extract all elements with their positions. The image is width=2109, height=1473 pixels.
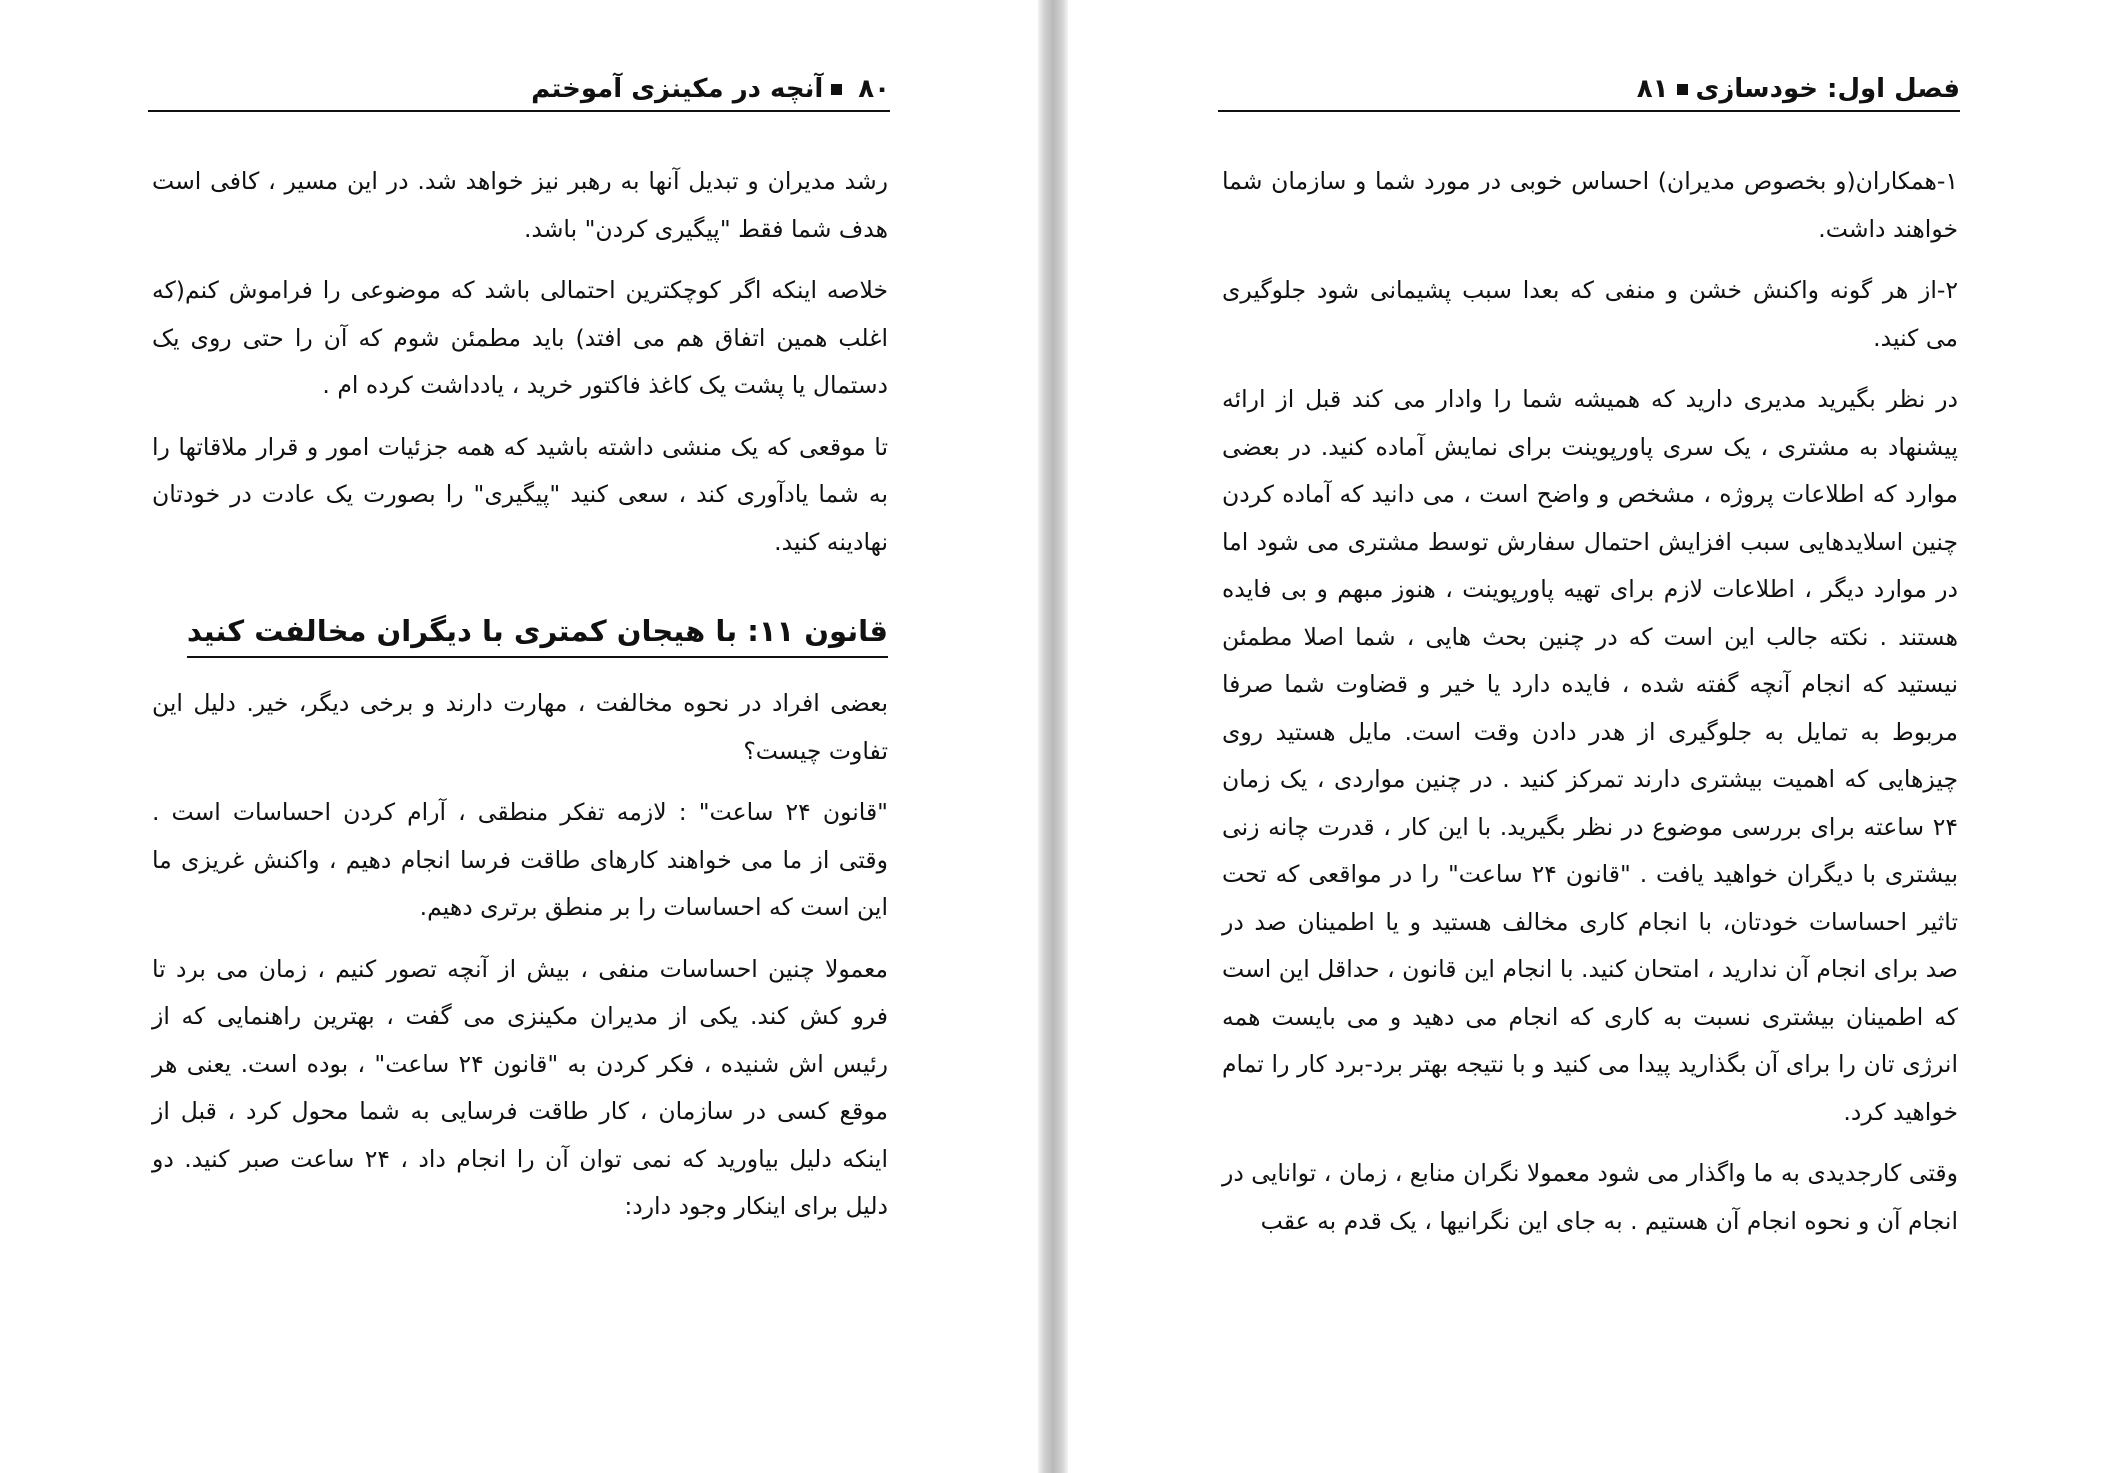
paragraph: خلاصه اینکه اگر کوچکترین احتمالی باشد که موضوعی را فراموش کنم(که اغلب همین اتفاق هم می افتد) باید مطمئن شوم که آن را حتی روی یک دستمال یا پشت یک کاغذ فاکتور خرید ، یادداشت کرده ام . (152, 276, 888, 399)
paragraph: "قانون ۲۴ ساعت" : لازمه تفکر منطقی ، آرام کردن احساسات است . وقتی از ما می خواهند کارهای طاقت فرسا انجام دهیم ، واکنش غریزی ما این است که احساسات را بر منطق برتری دهیم. (152, 798, 888, 921)
left-page-running-title: آنچه در مکینزی آموختم (531, 74, 824, 104)
left-page-number: ۸۰ (858, 74, 890, 104)
right-page-body (1222, 158, 1958, 1259)
book-gutter (1038, 0, 1068, 1473)
right-page-number: ۸۱ (1636, 74, 1669, 104)
rule-heading (152, 608, 888, 658)
paragraph: وقتی کارجدیدی به ما واگذار می شود معمولا نگران منابع ، زمان ، توانایی در انجام آن و نحوه انجام آن هستیم . به جای این نگرانیها ، یک قدم به عقب (1222, 1159, 1958, 1235)
left-page-header (148, 66, 890, 112)
header-separator-square (1677, 84, 1688, 95)
rule-heading-text: قانون ۱۱: با هیجان کمتری با دیگران مخالفت کنید (187, 608, 888, 658)
header-separator-square (831, 84, 842, 95)
paragraph: رشد مدیران و تبدیل آنها به رهبر نیز خواهد شد. در این مسیر ، کافی است هدف شما فقط "پیگیری کردن" باشد. (152, 167, 888, 243)
paragraph: معمولا چنین احساسات منفی ، بیش از آنچه تصور کنیم ، زمان می برد تا فرو کش کند. یکی از مدیران مکینزی می گفت ، بهترین راهنمایی که از رئیس اش شنیده ، فکر کردن به "قانون ۲۴ ساعت" ، بوده است. یعنی هر موقع کسی در سازمان ، کار طاقت فرسایی به شما محول کرد ، قبل از اینکه دلیل بیاورید که نمی توان آن را انجام داد ، ۲۴ ساعت صبر کنید. دو دلیل برای اینکار وجود دارد: (152, 954, 888, 1220)
right-page (1068, 0, 2109, 1473)
right-page-running-title: فصل اول: خودسازی (1695, 74, 1960, 104)
left-page-body (152, 158, 888, 1245)
paragraph: تا موقعی که یک منشی داشته باشید که همه جزئیات امور و قرار ملاقاتها را به شما یادآوری کند ، سعی کنید "پیگیری" را بصورت یک عادت در خودتان نهادینه کنید. (152, 432, 888, 556)
paragraph: در نظر بگیرید مدیری دارید که همیشه شما را وادار می کند قبل از ارائه پیشنهاد به مشتری ، یک سری پاورپوینت برای نمایش آماده کنید. در بعضی موارد که اطلاعات پروژه ، مشخص و واضح است ، می دانید که آماده کردن چنین اسلایدهایی سبب افزایش احتمال سفارش توسط مشتری می شود اما در موارد دیگر ، اطلاعات لازم برای تهیه پاورپوینت ، هنوز مبهم و بی فایده هستند . نکته جالب این است که در چنین بحث هایی ، شما اصلا مطمئن نیستید که انجام آنچه گفته شده ، فایده دارد یا خیر و قضاوت شما صرفا مربوط به تمایل به جلوگیری از هدر دادن وقت است. مایل هستید روی چیزهایی که اهمیت بیشتری دارند تمرکز کنید . در چنین مواردی ، یک زمان ۲۴ ساعته برای بررسی موضوع در نظر بگیرید. با این کار ، قدرت چانه زنی بیشتری با دیگران خواهید یافت . "قانون ۲۴ ساعت" را در مواقعی که تحت تاثیر احساسات خودتان، با انجام کاری مخالف هستید و یا اطمینان صد در صد برای انجام آن ندارید ، امتحان کنید. با انجام این قانون ، حداقل این است که اطمینان بیشتری نسبت به کاری که انجام می دهید و می بایست همه انرژی تان را برای آن بگذارید پیدا می کنید و با نتیجه بهتر برد-برد کار را تمام خواهید کرد. (1222, 385, 1958, 1126)
paragraph: ۱-همکاران(و بخصوص مدیران) احساس خوبی در مورد شما و سازمان شما خواهند داشت. (1222, 167, 1958, 243)
paragraph: بعضی افراد در نحوه مخالفت ، مهارت دارند و برخی دیگر، خیر. دلیل این تفاوت چیست؟ (152, 689, 888, 765)
paragraph: ۲-از هر گونه واکنش خشن و منفی که بعدا سبب پشیمانی شود جلوگیری می کنید. (1222, 276, 1958, 352)
right-page-header (1218, 66, 1960, 112)
left-page (0, 0, 1038, 1473)
